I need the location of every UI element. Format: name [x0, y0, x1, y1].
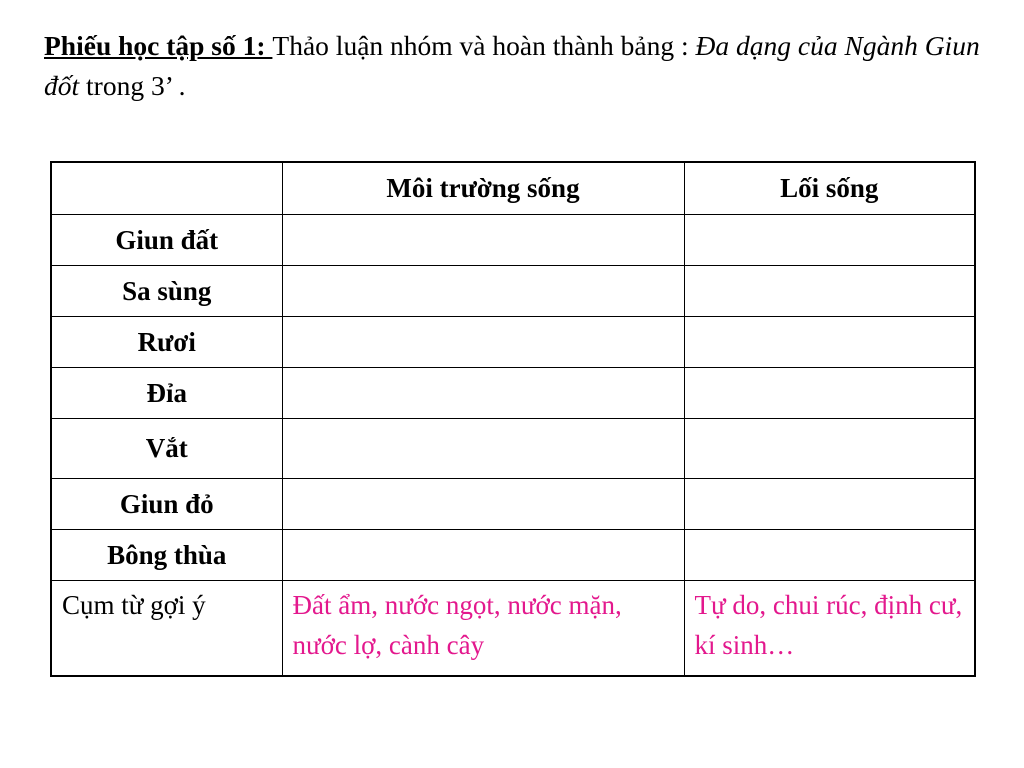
worksheet-instruction: Thảo luận nhóm và hoàn thành bảng : [272, 30, 696, 61]
header-corner-cell [51, 162, 282, 215]
table-row [51, 530, 975, 581]
header-environment: Môi trường sống [282, 162, 684, 215]
table-header-row [51, 162, 975, 215]
hint-environment: Đất ẩm, nước ngọt, nước mặn, nước lợ, cành cây [282, 581, 684, 677]
header-lifestyle: Lối sống [684, 162, 975, 215]
hint-lifestyle: Tự do, chui rúc, định cư, kí sinh… [684, 581, 975, 677]
diversity-table [50, 161, 976, 677]
worksheet-topic: Đa dạng của Ngành Giun đốt [44, 30, 980, 101]
lifestyle-cell[interactable] [684, 215, 975, 266]
hint-row [51, 581, 975, 677]
table-row [51, 419, 975, 479]
lifestyle-cell[interactable] [684, 266, 975, 317]
row-label-dia: Đỉa [51, 368, 282, 419]
row-label-vat: Vắt [51, 419, 282, 479]
environment-cell[interactable] [282, 479, 684, 530]
worksheet-time-limit: trong 3’ . [79, 70, 186, 101]
row-label-sa-sung: Sa sùng [51, 266, 282, 317]
table-row [51, 266, 975, 317]
environment-cell[interactable] [282, 419, 684, 479]
lifestyle-cell[interactable] [684, 479, 975, 530]
row-label-giun-dat: Giun đất [51, 215, 282, 266]
environment-cell[interactable] [282, 266, 684, 317]
table-row [51, 479, 975, 530]
environment-cell[interactable] [282, 215, 684, 266]
lifestyle-cell[interactable] [684, 317, 975, 368]
lifestyle-cell[interactable] [684, 368, 975, 419]
table-row [51, 368, 975, 419]
table-row [51, 215, 975, 266]
row-label-ruoi: Rươi [51, 317, 282, 368]
table-row [51, 317, 975, 368]
environment-cell[interactable] [282, 368, 684, 419]
row-label-bong-thua: Bông thùa [51, 530, 282, 581]
hint-label: Cụm từ gợi ý [51, 581, 282, 677]
lifestyle-cell[interactable] [684, 419, 975, 479]
row-label-giun-do: Giun đỏ [51, 479, 282, 530]
worksheet-number: Phiếu học tập số 1: [44, 30, 273, 61]
environment-cell[interactable] [282, 530, 684, 581]
environment-cell[interactable] [282, 317, 684, 368]
lifestyle-cell[interactable] [684, 530, 975, 581]
worksheet-title [44, 26, 994, 106]
